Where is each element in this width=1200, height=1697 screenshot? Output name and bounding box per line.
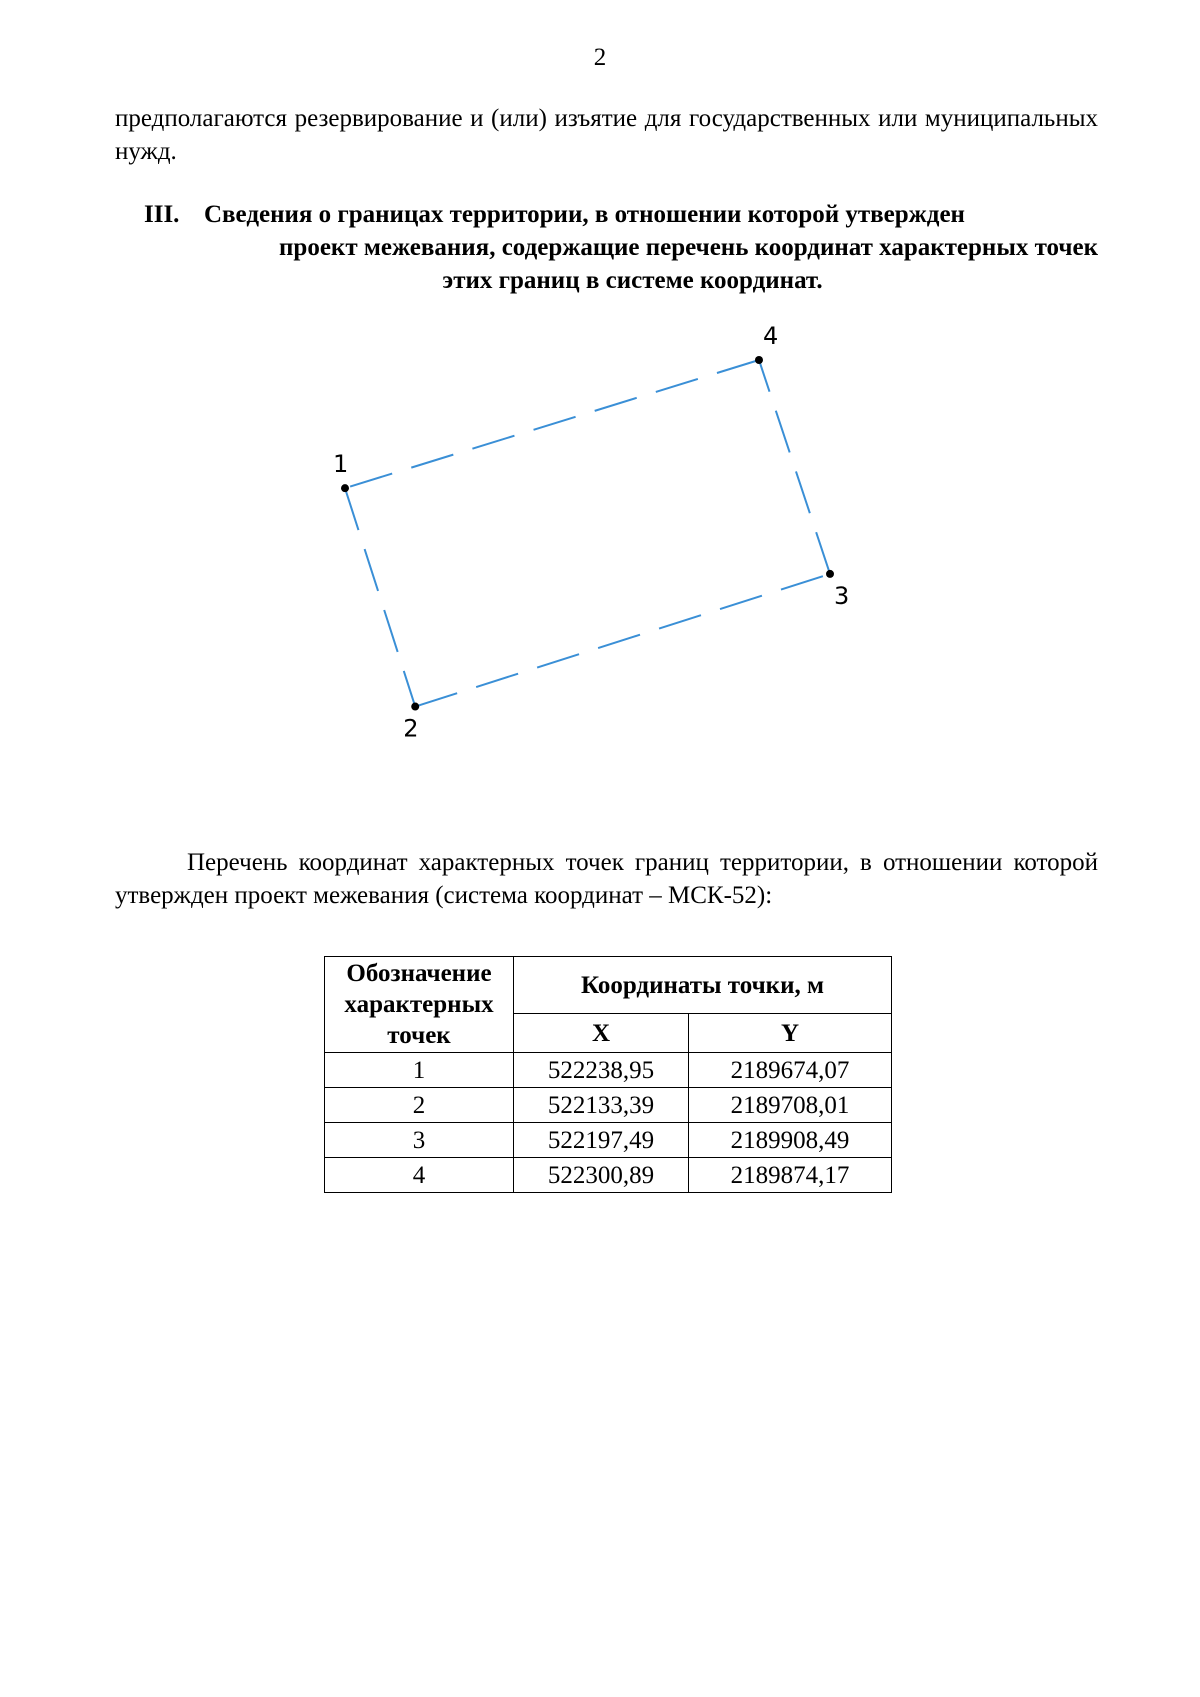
cell-x: 522197,49 — [514, 1123, 689, 1158]
table-row — [325, 1053, 892, 1088]
cell-point: 1 — [325, 1053, 514, 1088]
boundary-point-marker — [755, 356, 763, 364]
boundary-point-label: 2 — [403, 714, 419, 743]
boundary-segment — [345, 488, 415, 706]
intro-paragraph: предполагаются резервирование и (или) изъятие для государственных или муниципальных нужд. — [115, 105, 1098, 165]
table-row — [325, 1158, 892, 1193]
table-row — [325, 1123, 892, 1158]
boundary-scheme — [333, 322, 940, 810]
boundary-point-label: 1 — [333, 450, 349, 479]
header-x: X — [514, 1014, 689, 1053]
boundary-point-marker — [341, 484, 349, 492]
boundary-point-marker — [411, 703, 419, 711]
cell-point: 2 — [325, 1088, 514, 1123]
cell-y: 2189708,01 — [689, 1088, 892, 1123]
boundary-point-label: 4 — [762, 322, 779, 350]
boundary-point-label: 3 — [834, 581, 850, 610]
boundary-segment — [415, 574, 830, 707]
header-y: Y — [689, 1014, 892, 1053]
cell-x: 522238,95 — [514, 1053, 689, 1088]
coordinates-intro-paragraph: Перечень координат характерных точек границ территории, в отношении которой утвержден проект межевания (система координат – МСК-52): — [115, 849, 1098, 909]
boundary-segment — [759, 360, 830, 574]
section-heading-line-3: этих границ в системе координат. — [442, 267, 823, 294]
cell-x: 522300,89 — [514, 1158, 689, 1193]
cell-point: 4 — [325, 1158, 514, 1193]
boundary-points — [341, 356, 834, 711]
coordinates-table — [324, 956, 892, 1193]
section-number: III. — [144, 201, 180, 228]
section-heading-text-1: Сведения о границах территории, в отношении которой утвержден — [204, 201, 965, 228]
table-header-row — [325, 957, 892, 1014]
boundary-lines — [345, 360, 830, 707]
boundary-segment — [345, 360, 759, 488]
header-point-name: Обозначение характерных точек — [325, 957, 514, 1053]
cell-y: 2189874,17 — [689, 1158, 892, 1193]
boundary-labels — [333, 322, 849, 743]
section-heading-line-1 — [115, 198, 1098, 231]
table-row — [325, 1088, 892, 1123]
page-number: 2 — [593, 44, 607, 71]
section-heading — [115, 198, 1098, 297]
section-heading-line-2: проект межевания, содержащие перечень координат характерных точек — [279, 234, 1098, 261]
cell-x: 522133,39 — [514, 1088, 689, 1123]
cell-y: 2189674,07 — [689, 1053, 892, 1088]
cell-point: 3 — [325, 1123, 514, 1158]
boundary-point-marker — [826, 570, 834, 578]
header-coordinates: Координаты точки, м — [514, 957, 892, 1014]
cell-y: 2189908,49 — [689, 1123, 892, 1158]
